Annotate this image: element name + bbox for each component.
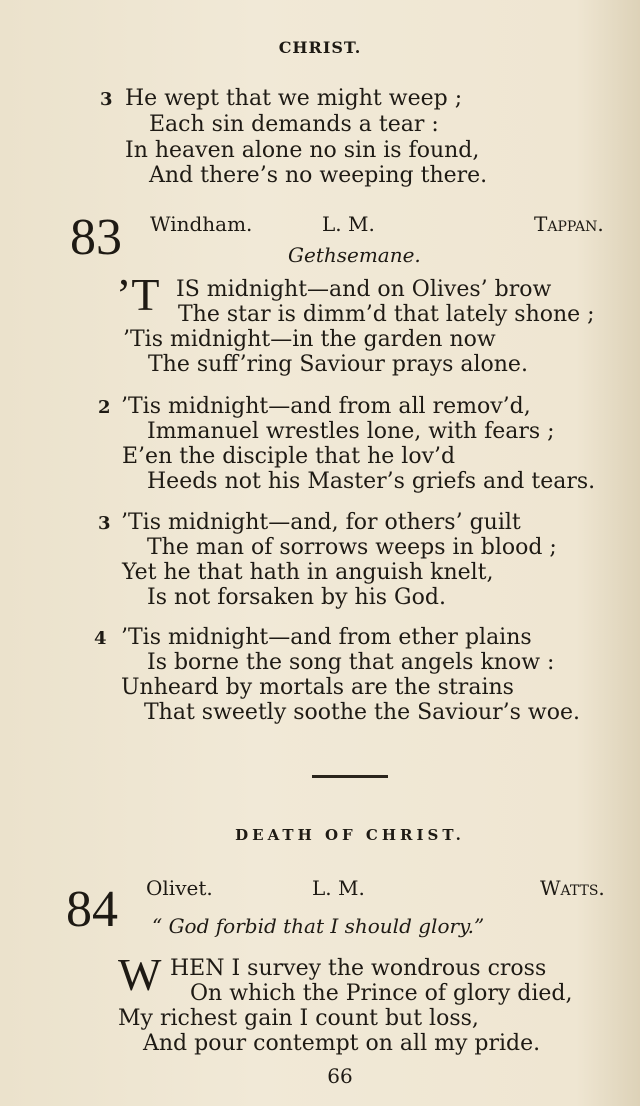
- page-number: 66: [327, 1064, 353, 1088]
- verse-line: Heeds not his Master’s griefs and tears.: [147, 469, 596, 494]
- verse-line: ’Tis midnight—in the garden now: [123, 327, 496, 352]
- verse-line: ’Tis midnight—and from ether plains: [121, 625, 532, 650]
- stanza-number: 3: [100, 89, 113, 110]
- section-rule: [312, 775, 388, 778]
- tune-name: Olivet.: [146, 876, 213, 900]
- section-title: DEATH OF CHRIST.: [235, 826, 465, 844]
- verse-line: Immanuel wrestles lone, with fears ;: [147, 419, 555, 444]
- verse-line: IS midnight—and on Olives’ brow: [176, 277, 552, 302]
- hymn-number: 83: [70, 209, 122, 266]
- drop-cap: W: [118, 949, 162, 1000]
- hymn-number: 84: [66, 881, 118, 938]
- meter: L. M.: [312, 876, 365, 900]
- meter: L. M.: [322, 212, 375, 236]
- tune-name: Windham.: [150, 212, 253, 236]
- composer: Tappan.: [534, 212, 604, 236]
- verse-line: The man of sorrows weeps in blood ;: [147, 535, 557, 560]
- running-header: CHRIST.: [278, 38, 362, 57]
- verse-line: E’en the disciple that he lov’d: [122, 444, 456, 469]
- stanza-number: 3: [98, 513, 111, 534]
- verse-line: Is not forsaken by his God.: [147, 585, 446, 610]
- verse-line: Is borne the song that angels know :: [147, 650, 555, 675]
- composer: Watts.: [540, 876, 605, 900]
- stanza-number: 4: [94, 628, 107, 649]
- verse-line: Yet he that hath in anguish knelt,: [122, 560, 494, 585]
- verse-line: My richest gain I count but loss,: [118, 1006, 479, 1031]
- verse-line: In heaven alone no sin is found,: [125, 138, 480, 163]
- verse-line: Each sin demands a tear :: [149, 112, 439, 137]
- verse-line: HEN I survey the wondrous cross: [170, 956, 547, 981]
- hymn-subtitle: “ God forbid that I should glory.”: [152, 914, 485, 938]
- verse-line: ’Tis midnight—and, for others’ guilt: [121, 510, 521, 535]
- verse-line: The suff’ring Saviour prays alone.: [148, 352, 528, 377]
- stanza-number: 2: [98, 397, 111, 418]
- drop-cap: ’T: [116, 269, 160, 320]
- verse-line: And pour contempt on all my pride.: [143, 1031, 541, 1056]
- hymn-subtitle: Gethsemane.: [288, 243, 421, 267]
- verse-line: ’Tis midnight—and from all remov’d,: [121, 394, 531, 419]
- verse-line: On which the Prince of glory died,: [190, 981, 573, 1006]
- verse-line: Unheard by mortals are the strains: [121, 675, 514, 700]
- verse-line: The star is dimm’d that lately shone ;: [178, 302, 595, 327]
- verse-line: That sweetly soothe the Saviour’s woe.: [144, 700, 581, 725]
- verse-line: He wept that we might weep ;: [125, 86, 463, 111]
- verse-line: And there’s no weeping there.: [149, 163, 488, 188]
